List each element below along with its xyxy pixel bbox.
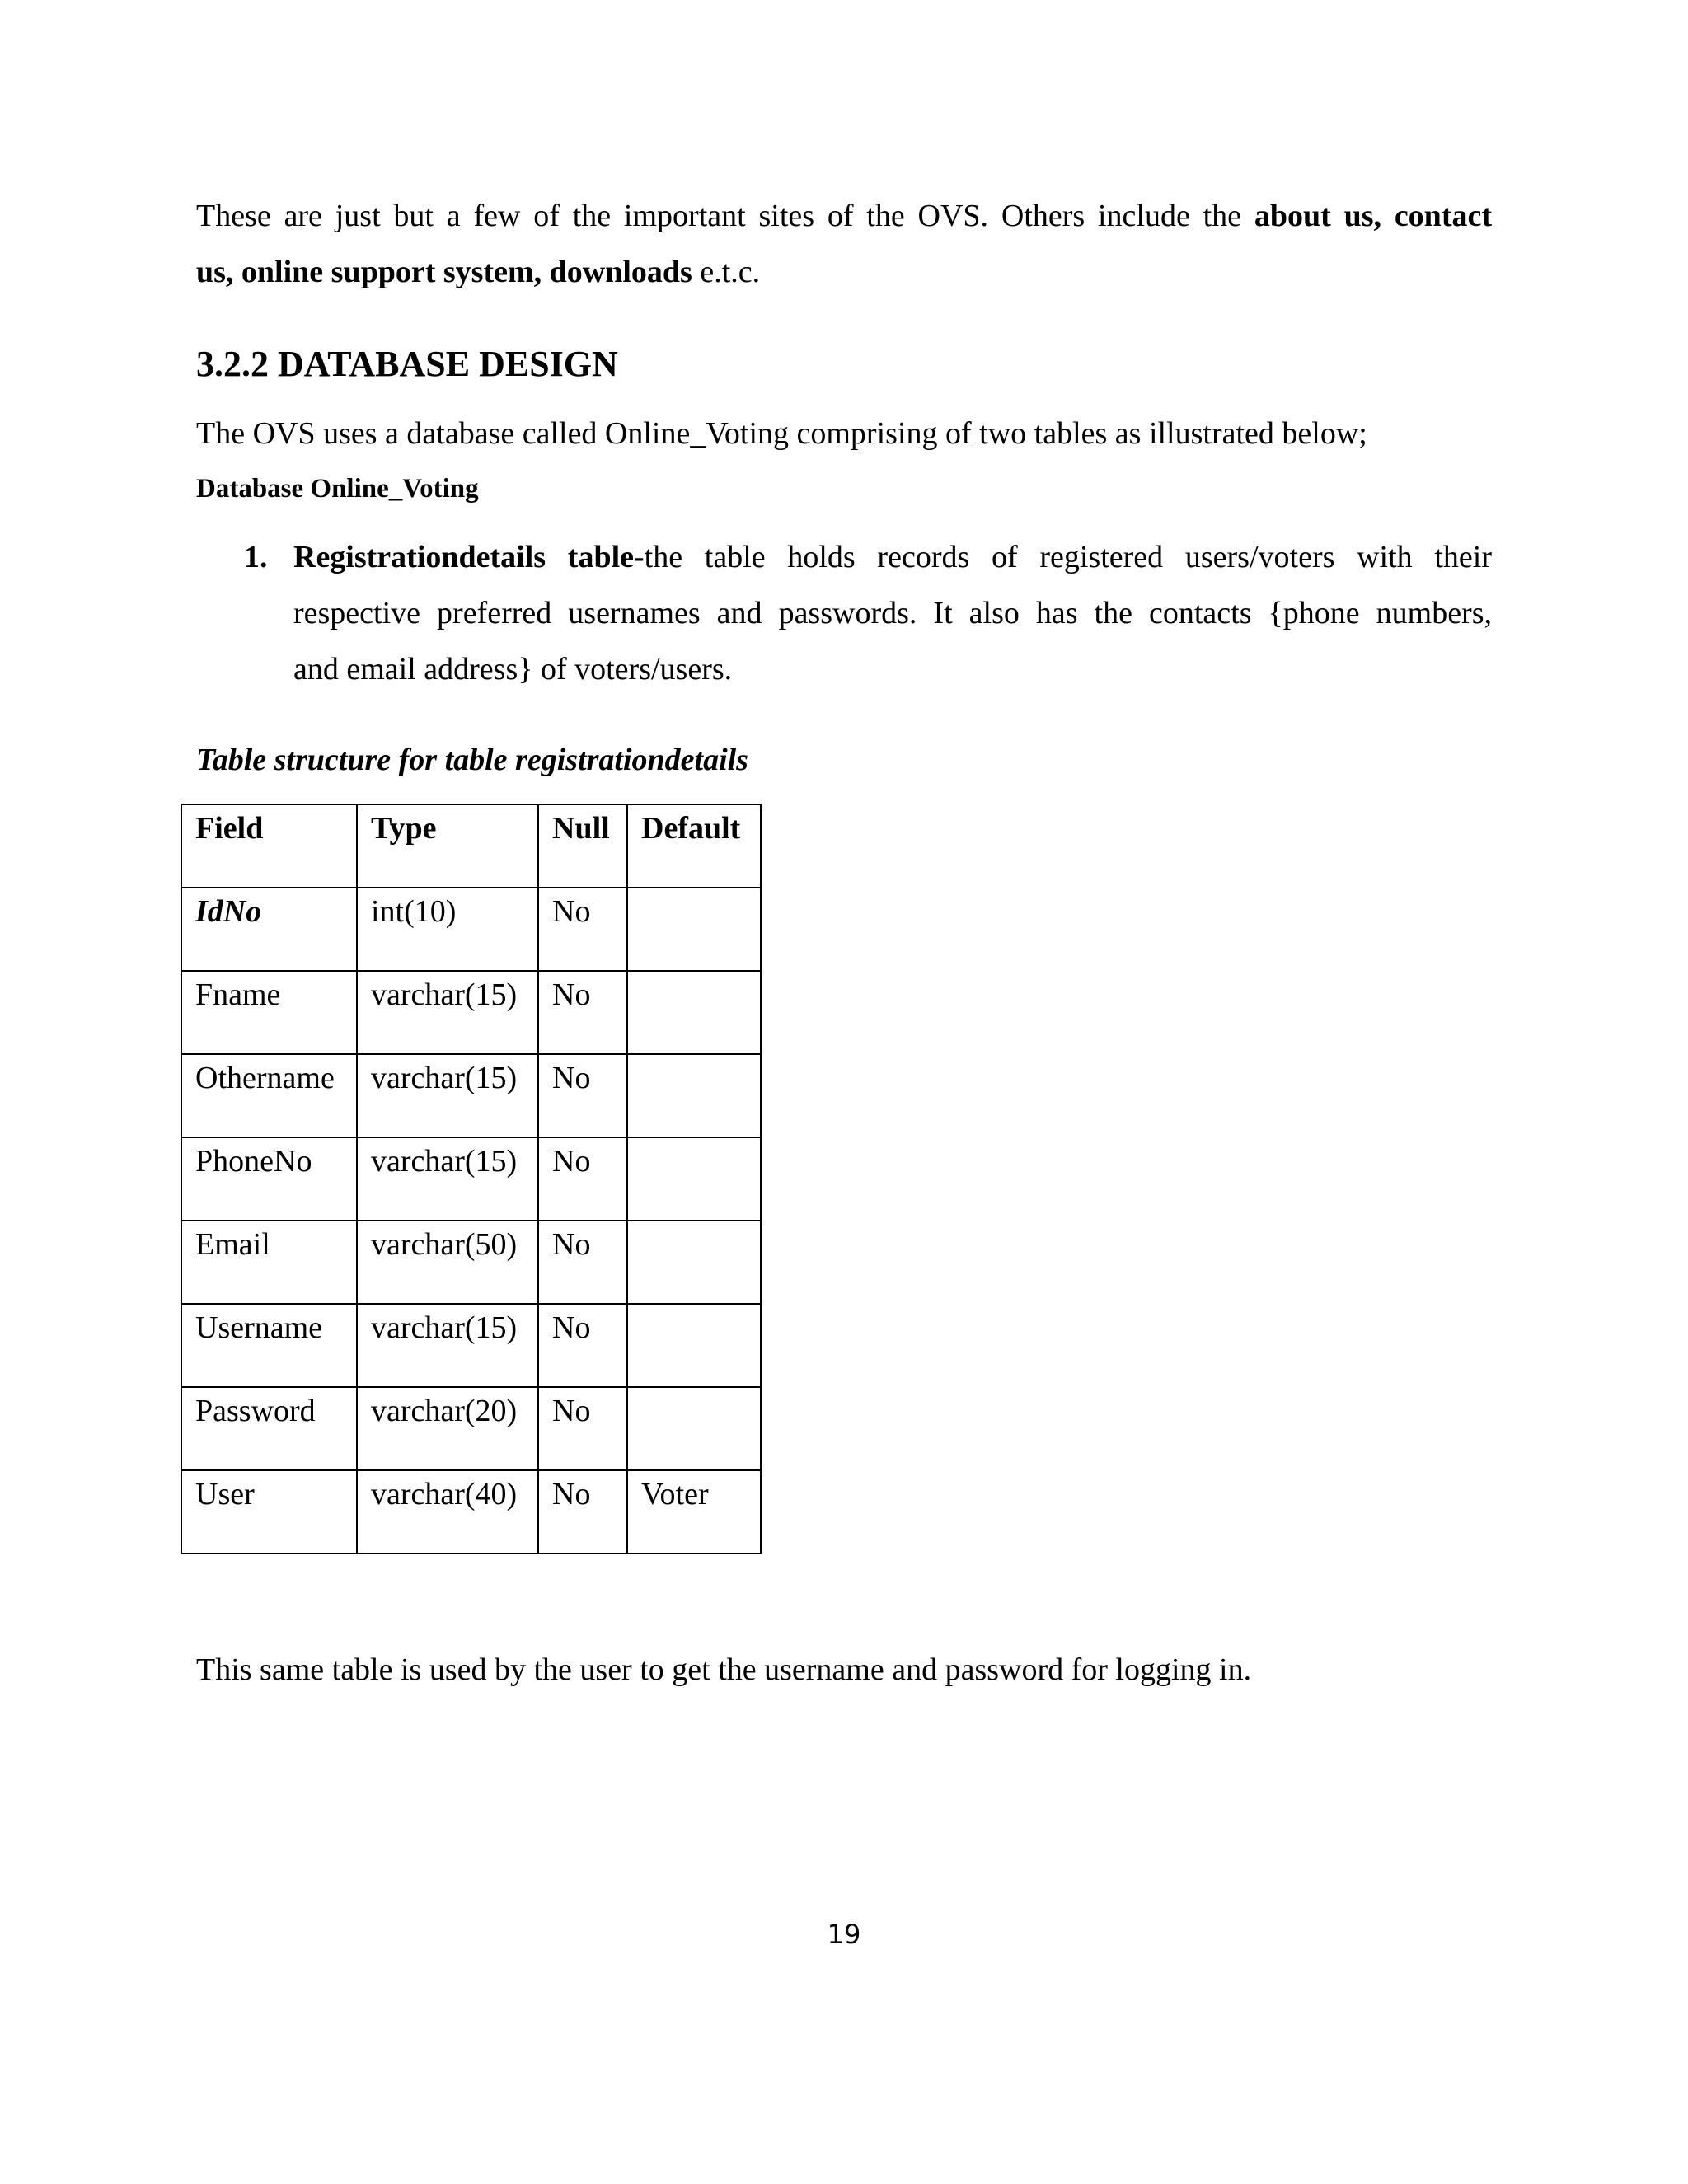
cell-type: varchar(50): [357, 1221, 538, 1304]
cell-default: [627, 1221, 761, 1304]
cell-type: varchar(40): [357, 1470, 538, 1554]
cell-field: Fname: [181, 971, 357, 1054]
cell-null: No: [538, 888, 627, 971]
cell-default: Voter: [627, 1470, 761, 1554]
table-row: [181, 971, 761, 1054]
table-row: [181, 1221, 761, 1304]
table-row: [181, 1387, 761, 1470]
cell-null: No: [538, 1054, 627, 1137]
section-description: The OVS uses a database called Online_Voting comprising of two tables as illustrated below;: [196, 416, 1367, 451]
cell-default: [627, 888, 761, 971]
cell-default: [627, 1137, 761, 1221]
registrationdetails-table: [181, 804, 762, 1554]
list-line-3: and email address} of voters/users.: [293, 652, 733, 687]
cell-field: Password: [181, 1387, 357, 1470]
cell-field: IdNo: [181, 888, 357, 971]
intro-text-end: e.t.c.: [692, 255, 761, 289]
cell-type: varchar(20): [357, 1387, 538, 1470]
intro-line-1: [196, 188, 1492, 244]
cell-field: User: [181, 1470, 357, 1554]
cell-null: No: [538, 1221, 627, 1304]
intro-paragraph: [196, 188, 1492, 300]
cell-default: [627, 1387, 761, 1470]
closing-paragraph: This same table is used by the user to get the username and password for logging in.: [196, 1652, 1252, 1687]
intro-line-2: [196, 244, 1492, 300]
cell-type: varchar(15): [357, 971, 538, 1054]
list-line-1: [293, 529, 1492, 585]
cell-null: No: [538, 1387, 627, 1470]
database-label: Database Online_Voting: [196, 474, 479, 504]
table-row: [181, 1054, 761, 1137]
intro-bold-links-2: us, online support system, downloads: [196, 255, 692, 289]
cell-type: varchar(15): [357, 1137, 538, 1221]
cell-default: [627, 1054, 761, 1137]
page-number: 19: [827, 1919, 861, 1950]
cell-field: Username: [181, 1304, 357, 1387]
list-line-1-text: the table holds records of registered users/voters with their: [644, 540, 1493, 574]
table-row: [181, 1470, 761, 1554]
cell-null: No: [538, 1137, 627, 1221]
table-caption: Table structure for table registrationdetails: [196, 743, 748, 777]
cell-field: Othername: [181, 1054, 357, 1137]
intro-text-start: These are just but a few of the important sites of the OVS. Others include the: [196, 199, 1254, 233]
section-heading: 3.2.2 DATABASE DESIGN: [196, 344, 618, 384]
list-body: [293, 529, 1492, 697]
table-header-row: [181, 804, 761, 888]
header-default: Default: [627, 804, 761, 888]
cell-type: varchar(15): [357, 1054, 538, 1137]
cell-null: No: [538, 971, 627, 1054]
cell-field: Email: [181, 1221, 357, 1304]
list-line-2: respective preferred usernames and passwords. It also has the contacts {phone numbers,: [293, 596, 1492, 630]
intro-bold-links-1: about us, contact: [1254, 199, 1492, 233]
header-type: Type: [357, 804, 538, 888]
cell-type: int(10): [357, 888, 538, 971]
table-row: [181, 1304, 761, 1387]
cell-null: No: [538, 1304, 627, 1387]
table-row: [181, 1137, 761, 1221]
cell-default: [627, 1304, 761, 1387]
list-title: Registrationdetails table-: [293, 540, 645, 574]
list-number: 1.: [244, 540, 268, 574]
cell-default: [627, 971, 761, 1054]
cell-type: varchar(15): [357, 1304, 538, 1387]
table-row: [181, 888, 761, 971]
header-null: Null: [538, 804, 627, 888]
cell-field: PhoneNo: [181, 1137, 357, 1221]
cell-null: No: [538, 1470, 627, 1554]
header-field: Field: [181, 804, 357, 888]
